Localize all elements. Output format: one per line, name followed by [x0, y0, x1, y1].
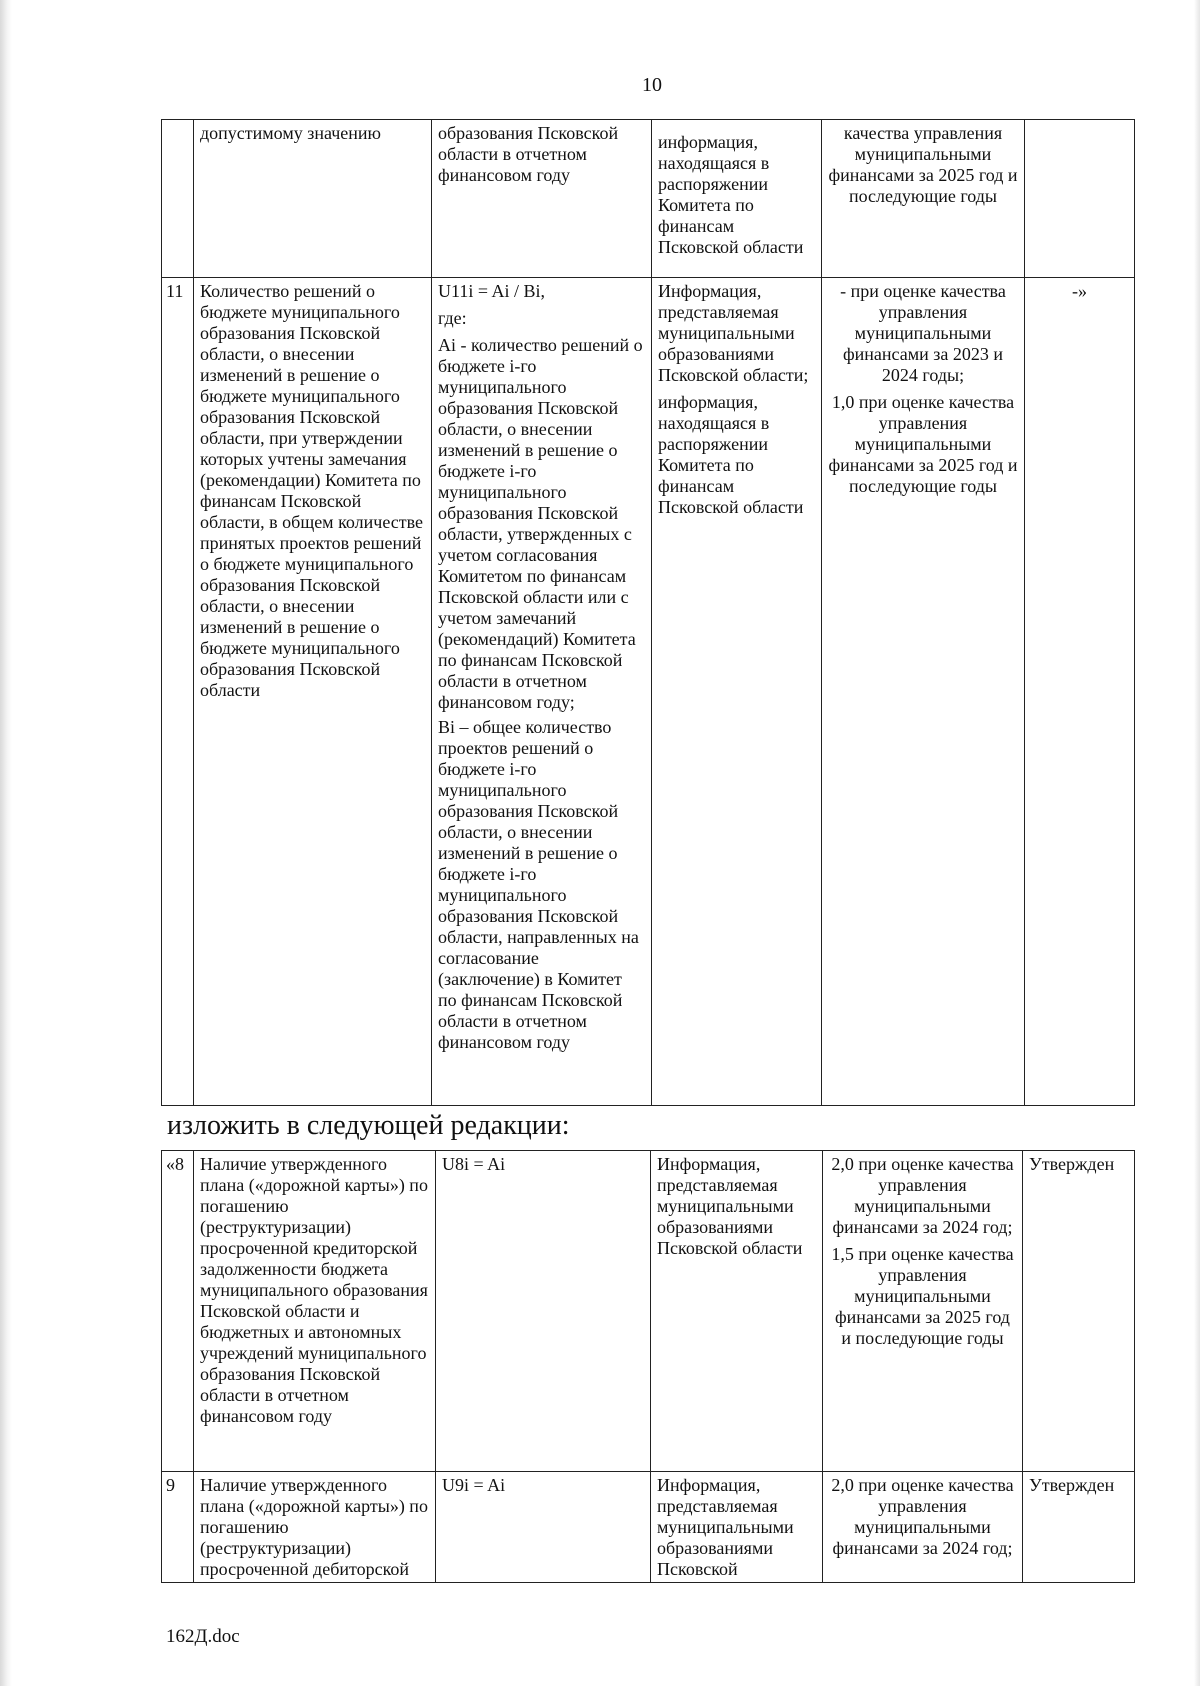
cell-note: Утвержден [1023, 1151, 1135, 1472]
cell-value [823, 1151, 1023, 1472]
table-row-8 [162, 1151, 1135, 1472]
scan-right-edge [1194, 0, 1200, 1686]
page-number: 10 [642, 74, 662, 96]
cell-indicator-name: Количество решений о бюджете муниципального образования Псковской области, о внесении изменений в решение о бюджете муниципального образования Псковской области, при утверждении которых учтены замечания (рекомендации) Комитета по финансам Псковской области, в общем количестве принятых проектов решений о бюджете муниципального образования Псковской области, о внесении изменений в решение о бюджете муниципального образования Псковской области [194, 278, 432, 1106]
cell-number: 11 [162, 278, 194, 1106]
table-row-9 [162, 1472, 1135, 1583]
cell-formula: образования Псковской области в отчетном финансовом году [432, 120, 652, 278]
cell-formula: U8i = Ai [436, 1151, 651, 1472]
cell-number: 9 [162, 1472, 194, 1583]
formula-definition-b: Bi – общее количество проектов решений о бюджете i-го муниципального образования Псковской области, о внесении изменений в решение о бюджете i-го муниципального образования Псковской области, направленных на согласование (заключение) в Комитет по финансам Псковской области в отчетном финансовом году [438, 717, 639, 1052]
criteria-table-current [161, 119, 1135, 1106]
scan-left-edge [0, 0, 12, 1686]
table-row-11 [162, 278, 1135, 1106]
formula-where: где: [438, 308, 467, 328]
cell-number: «8 [162, 1151, 194, 1472]
cell-note [1025, 120, 1135, 278]
value-part-2: 1,0 при оценке качества управления муниципальными финансами за 2025 год и последующие годы [828, 392, 1018, 496]
cell-source [652, 278, 822, 1106]
cell-value [822, 278, 1025, 1106]
criteria-table-new [161, 1150, 1135, 1583]
cell-source: информация, находящаяся в распоряжении Комитета по финансам Псковской области [652, 120, 822, 278]
footer-filename: 162Д.doc [166, 1626, 240, 1647]
cell-source: Информация, представляемая муниципальными образованиями Псковской [651, 1472, 823, 1583]
cell-note: Утвержден [1023, 1472, 1135, 1583]
cell-indicator-name: Наличие утвержденного плана («дорожной карты») по погашению (реструктуризации) просроченной дебиторской [194, 1472, 436, 1583]
cell-formula: U9i = Ai [436, 1472, 651, 1583]
formula-expression: U11i = Ai / Bi, [438, 281, 545, 301]
cell-source: Информация, представляемая муниципальными образованиями Псковской области [651, 1151, 823, 1472]
table-row-continuation [162, 120, 1135, 278]
formula-definition-a: Ai - количество решений о бюджете i-го муниципального образования Псковской области, о внесении изменений в решение о бюджете i-го муниципального образования Псковской области, утвержденных с учетом согласования Комитетом по финансам Псковской области или с учетом замечаний (рекомендаций) Комитета по финансам Псковской области в отчетном финансовом году; [438, 335, 643, 712]
cell-indicator-name: Наличие утвержденного плана («дорожной карты») по погашению (реструктуризации) просроченной кредиторской задолженности бюджета муниципального образования Псковской области и бюджетных и автономных учреждений муниципального образования Псковской области в отчетном финансовом году [194, 1151, 436, 1472]
cell-number [162, 120, 194, 278]
cell-indicator-name: допустимому значению [194, 120, 432, 278]
cell-value: качества управления муниципальными финансами за 2025 год и последующие годы [822, 120, 1025, 278]
instruction-text: изложить в следующей редакции: [167, 1110, 570, 1141]
value-part-1: - при оценке качества управления муниципальными финансами за 2023 и 2024 годы; [840, 281, 1006, 385]
source-part-1: Информация, представляемая муниципальными образованиями Псковской области; [658, 281, 809, 385]
cell-value: 2,0 при оценке качества управления муниципальными финансами за 2024 год; [823, 1472, 1023, 1583]
cell-note: -» [1025, 278, 1135, 1106]
value-part-2: 1,5 при оценке качества управления муниципальными финансами за 2025 год и последующие годы [831, 1244, 1014, 1348]
source-part-2: информация, находящаяся в распоряжении Комитета по финансам Псковской области [658, 392, 804, 517]
value-part-1: 2,0 при оценке качества управления муниципальными финансами за 2024 год; [831, 1154, 1014, 1237]
cell-formula [432, 278, 652, 1106]
